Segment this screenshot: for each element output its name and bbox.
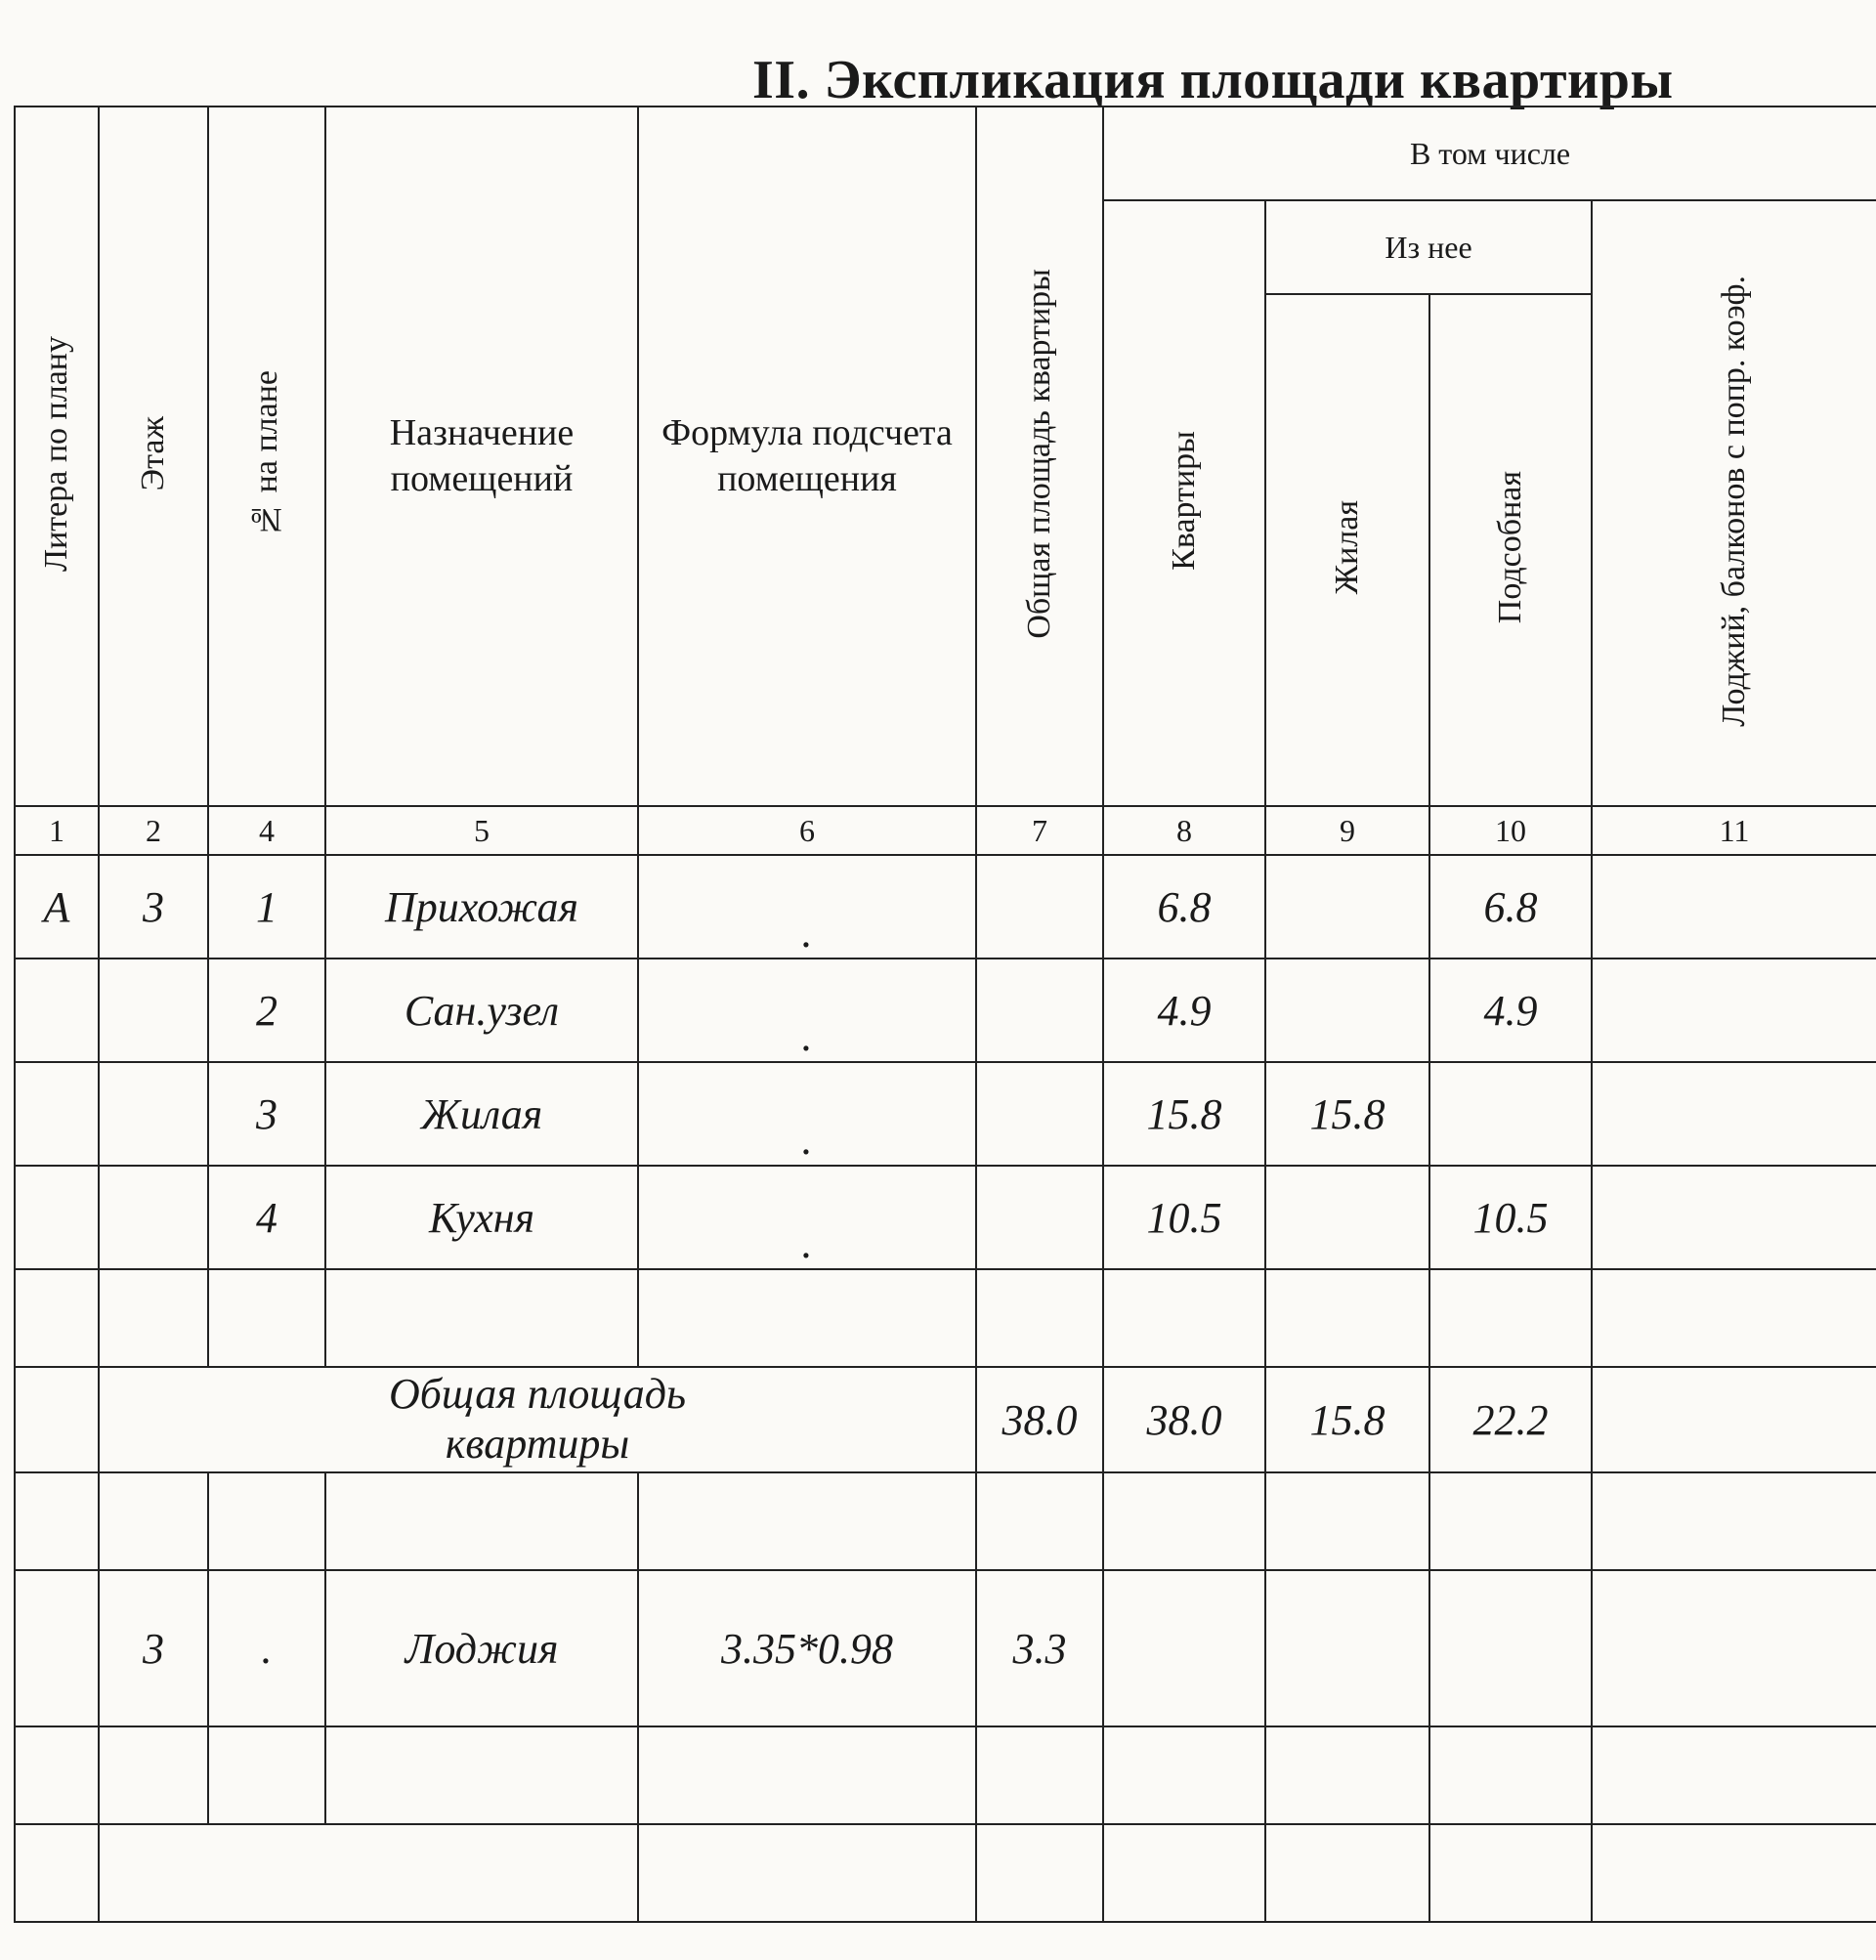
header-nomer: № на плане (208, 107, 325, 806)
header-iz-nee: Из нее (1265, 200, 1592, 294)
cell-etazh (99, 959, 208, 1062)
cell-formula: . (638, 959, 976, 1062)
cell-formula: . (638, 855, 976, 959)
explication-table (14, 106, 1876, 1923)
cell-obshaya (976, 855, 1103, 959)
total-kvartiry: 38.0 (1103, 1367, 1265, 1472)
column-number: 10 (1429, 806, 1592, 855)
total-row (15, 1367, 1876, 1472)
loggia-nomer: . (208, 1570, 325, 1726)
cell-litera (15, 1166, 99, 1269)
column-number: 8 (1103, 806, 1265, 855)
total-podsobnaya: 22.2 (1429, 1367, 1592, 1472)
cell-litera (15, 959, 99, 1062)
empty-row (15, 1824, 1876, 1922)
header-naznachenie: Назначение помещений (325, 107, 638, 806)
header-etazh: Этаж (99, 107, 208, 806)
cell-name: Жилая (325, 1062, 638, 1166)
cell-kvartiry: 4.9 (1103, 959, 1265, 1062)
cell-etazh (99, 1166, 208, 1269)
cell-formula: . (638, 1166, 976, 1269)
cell-litera (15, 1062, 99, 1166)
cell-obshaya (976, 959, 1103, 1062)
column-number: 11 (1592, 806, 1876, 855)
cell-zhilaya: 15.8 (1265, 1062, 1429, 1166)
total-label: Общая площадь квартиры (99, 1367, 976, 1472)
table-row (15, 1062, 1876, 1166)
cell-nomer: 2 (208, 959, 325, 1062)
cell-podsobnaya: 4.9 (1429, 959, 1592, 1062)
cell-obshaya (976, 1166, 1103, 1269)
cell-kvartiry: 10.5 (1103, 1166, 1265, 1269)
cell-podsobnaya: 6.8 (1429, 855, 1592, 959)
column-number: 9 (1265, 806, 1429, 855)
header-lodzhii: Лоджий, балконов с попр. коэф. (1592, 200, 1876, 806)
cell-etazh: 3 (99, 855, 208, 959)
empty-row (15, 1269, 1876, 1367)
cell-lodzhii (1592, 959, 1876, 1062)
cell-kvartiry: 15.8 (1103, 1062, 1265, 1166)
table-row (15, 855, 1876, 959)
header-v-tom-chisle: В том числе (1103, 107, 1876, 200)
cell-lodzhii (1592, 1062, 1876, 1166)
header-zhilaya: Жилая (1265, 294, 1429, 806)
total-obshaya: 38.0 (976, 1367, 1103, 1472)
column-number: 2 (99, 806, 208, 855)
header-obshaya: Общая площадь квартиры (976, 107, 1103, 806)
column-number-row (15, 806, 1876, 855)
cell-name: Прихожая (325, 855, 638, 959)
empty-row (15, 1472, 1876, 1570)
cell-nomer: 4 (208, 1166, 325, 1269)
cell-formula: . (638, 1062, 976, 1166)
column-number: 5 (325, 806, 638, 855)
cell-lodzhii (1592, 855, 1876, 959)
loggia-formula: 3.35*0.98 (638, 1570, 976, 1726)
cell-kvartiry: 6.8 (1103, 855, 1265, 959)
total-zhilaya: 15.8 (1265, 1367, 1429, 1472)
loggia-etazh: 3 (99, 1570, 208, 1726)
cell-obshaya (976, 1062, 1103, 1166)
table-row (15, 1166, 1876, 1269)
column-number: 1 (15, 806, 99, 855)
empty-row (15, 1726, 1876, 1824)
header-litera: Литера по плану (15, 107, 99, 806)
header-kvartiry: Квартиры (1103, 200, 1265, 806)
cell-podsobnaya: 10.5 (1429, 1166, 1592, 1269)
cell-nomer: 3 (208, 1062, 325, 1166)
cell-name: Сан.узел (325, 959, 638, 1062)
loggia-obshaya: 3.3 (976, 1570, 1103, 1726)
loggia-row (15, 1570, 1876, 1726)
cell-zhilaya (1265, 1166, 1429, 1269)
cell-nomer: 1 (208, 855, 325, 959)
cell-name: Кухня (325, 1166, 638, 1269)
cell-zhilaya (1265, 959, 1429, 1062)
cell-lodzhii (1592, 1166, 1876, 1269)
column-number: 7 (976, 806, 1103, 855)
header-formula: Формула подсчета помещения (638, 107, 976, 806)
document-title: II. Экспликация площади квартиры (752, 50, 1674, 110)
cell-litera: А (15, 855, 99, 959)
loggia-name: Лоджия (325, 1570, 638, 1726)
column-number: 6 (638, 806, 976, 855)
cell-zhilaya (1265, 855, 1429, 959)
table-row (15, 959, 1876, 1062)
cell-etazh (99, 1062, 208, 1166)
cell-podsobnaya (1429, 1062, 1592, 1166)
column-number: 4 (208, 806, 325, 855)
header-podsobnaya: Подсобная (1429, 294, 1592, 806)
